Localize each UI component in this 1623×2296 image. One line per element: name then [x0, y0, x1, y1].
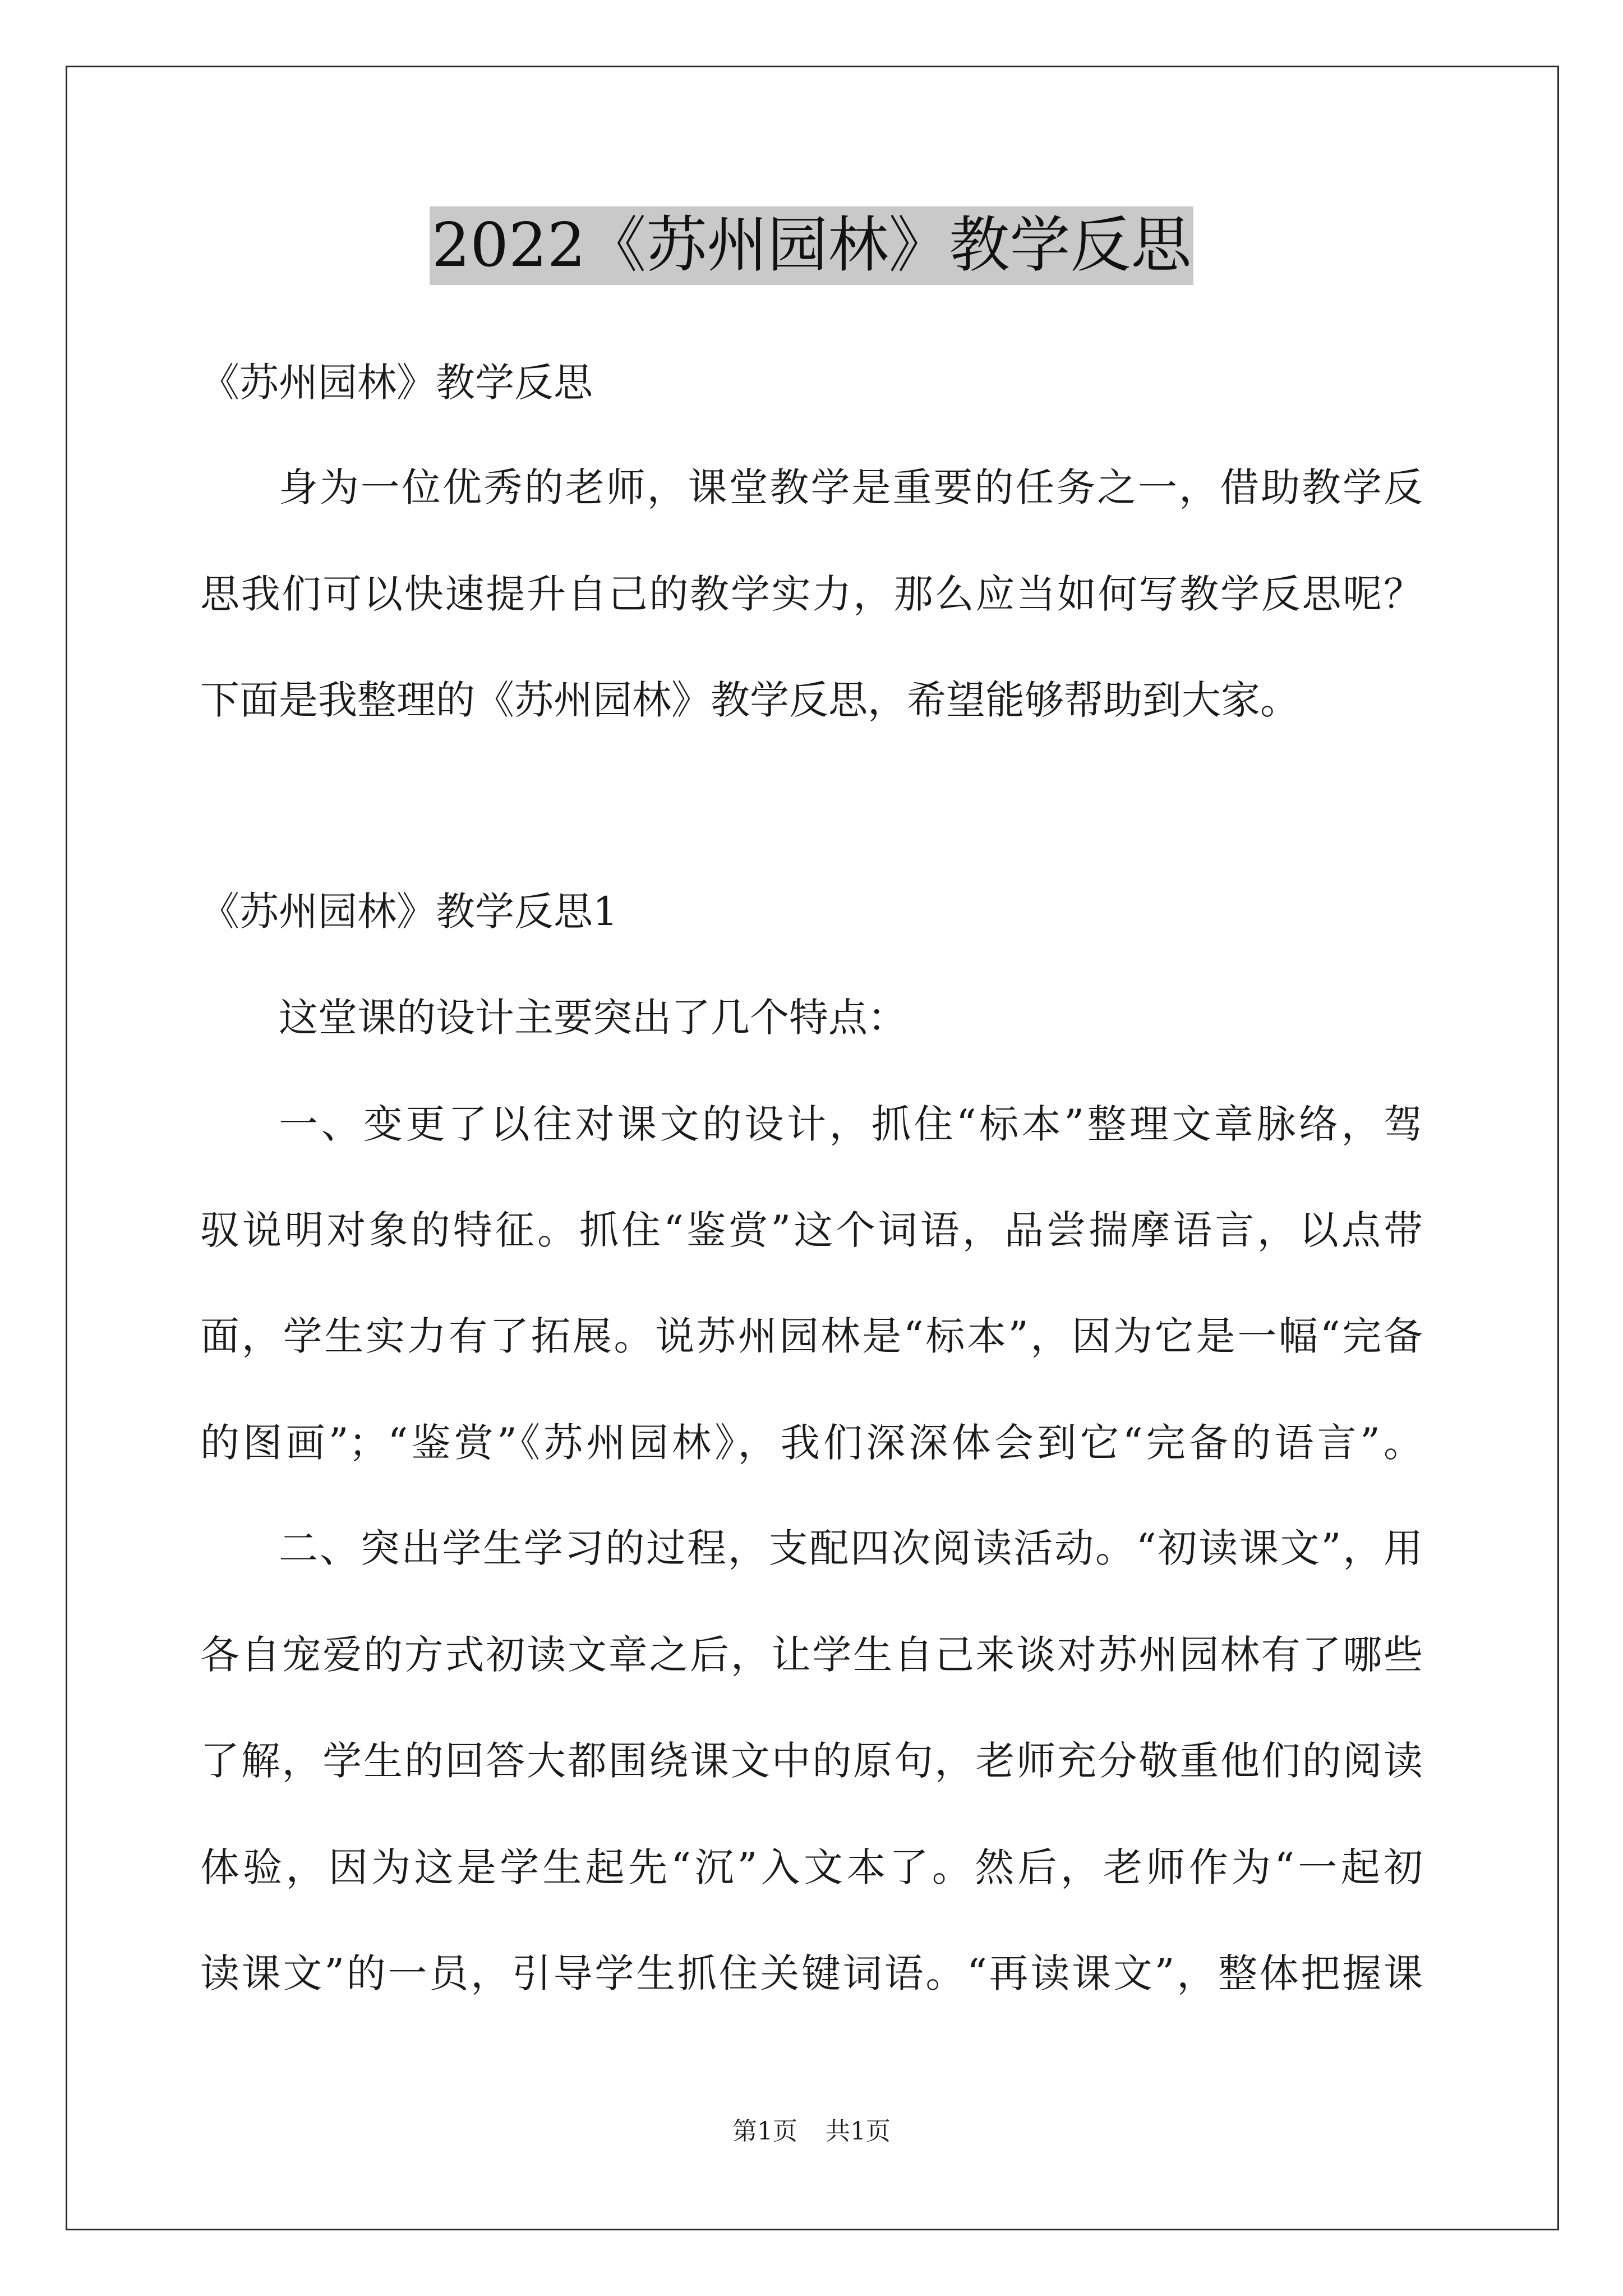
page-footer	[0, 2115, 1623, 2148]
intro-line: 身为一位优秀的老师，课堂教学是重要的任务之一，借助教学反	[279, 464, 1423, 510]
title-container	[0, 206, 1623, 285]
document-title: 2022《苏州园林》教学反思	[430, 206, 1194, 285]
point2-line: 了解，学生的回答大都围绕课文中的原句，老师充分敬重他们的阅读	[200, 1738, 1423, 1784]
point2-line: 各自宠爱的方式初读文章之后，让学生自己来谈对苏州园林有了哪些	[200, 1632, 1423, 1678]
intro-line: 下面是我整理的《苏州园林》教学反思，希望能够帮助到大家。	[200, 677, 1299, 723]
section-heading: 《苏州园林》教学反思1	[200, 889, 618, 935]
point1-line: 驭说明对象的特征。抓住“鉴赏”这个词语，品尝揣摩语言，以点带	[200, 1207, 1423, 1253]
point2-line: 体验，因为这是学生起先“沉”入文本了。然后，老师作为“一起初	[200, 1844, 1423, 1890]
point1-line: 面，学生实力有了拓展。说苏州园林是“标本”，因为它是一幅“完备	[200, 1313, 1423, 1359]
point2-line: 读课文”的一员，引导学生抓住关键词语。“再读课文”，整体把握课	[200, 1950, 1423, 1996]
subtitle: 《苏州园林》教学反思	[200, 360, 593, 406]
page-total: 共1页	[826, 2117, 891, 2146]
point2-line: 二、突出学生学习的过程，支配四次阅读活动。“初读课文”，用	[279, 1525, 1423, 1571]
page-number: 第1页	[732, 2117, 797, 2146]
point1-line: 的图画”；“鉴赏”《苏州园林》，我们深深体会到它“完备的语言”。	[200, 1420, 1423, 1466]
point1-line: 一、变更了以往对课文的设计，抓住“标本”整理文章脉络，驾	[279, 1101, 1423, 1147]
intro-line: 思我们可以快速提升自己的教学实力，那么应当如何写教学反思呢？	[200, 571, 1423, 617]
section-intro: 这堂课的设计主要突出了几个特点：	[279, 995, 907, 1041]
